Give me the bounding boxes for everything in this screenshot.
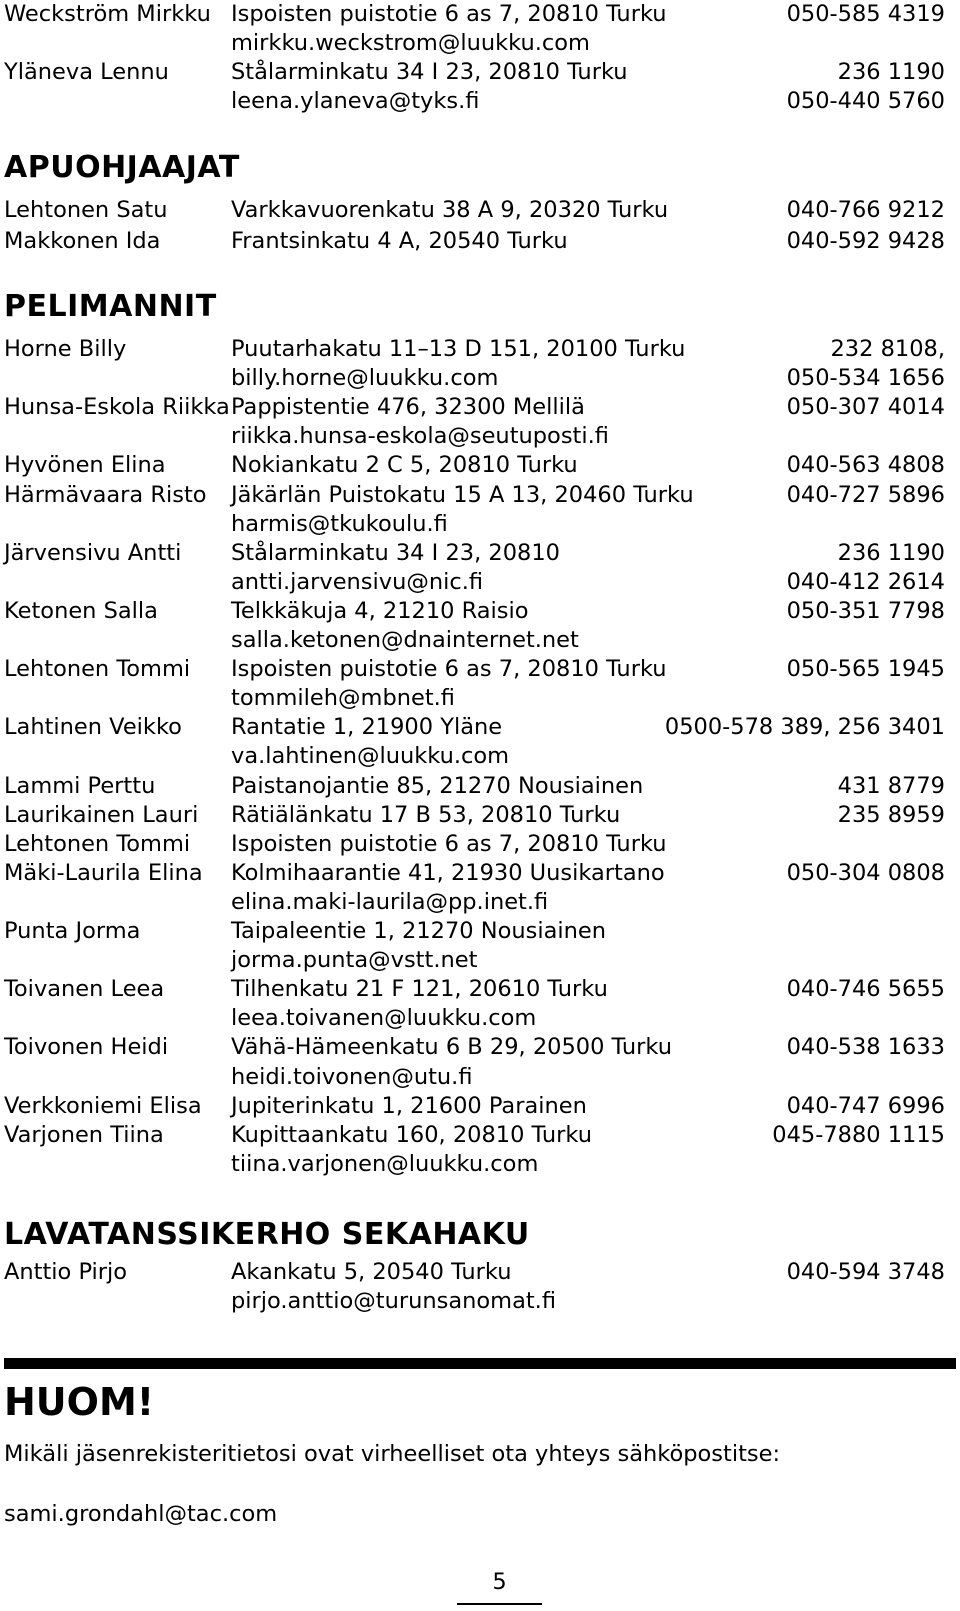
member-address: elina.maki-laurila@pp.inet.fi (231, 888, 549, 915)
member-address: Vähä-Hämeenkatu 6 B 29, 20500 Turku (231, 1034, 672, 1061)
directory-row (0, 422, 960, 451)
member-address: va.lahtinen@luukku.com (231, 743, 510, 770)
directory-row (0, 597, 960, 626)
directory-row (0, 1258, 960, 1287)
notice-text: Mikäli jäsenrekisteritietosi ovat virheelliset ota yhteys sähköpostitse: (4, 1441, 781, 1467)
member-phone: 040-538 1633 (786, 1034, 945, 1061)
directory-row (0, 888, 960, 917)
directory-row (0, 684, 960, 713)
member-address: Stålarminkatu 34 I 23, 20810 Turku (231, 59, 628, 85)
directory-row (0, 626, 960, 655)
member-address: Tilhenkatu 21 F 121, 20610 Turku (231, 976, 608, 1003)
member-address: tiina.varjonen@luukku.com (231, 1150, 539, 1177)
member-email: mirkku.weckstrom@luukku.com (231, 30, 590, 56)
directory-row (0, 227, 960, 256)
member-name: Hunsa-Eskola Riikka (4, 394, 230, 421)
member-address: Jupiterinkatu 1, 21600 Parainen (231, 1092, 587, 1119)
member-name: Lammi Perttu (4, 772, 156, 799)
member-address: Varkkavuorenkatu 38 A 9, 20320 Turku (231, 197, 669, 223)
member-name: Lehtonen Tommi (4, 656, 191, 683)
member-address: harmis@tkukoulu.fi (231, 510, 448, 537)
section-heading-pelimannit: PELIMANNIT (4, 289, 217, 324)
member-address: Taipaleentie 1, 21270 Nousiainen (231, 918, 606, 944)
member-phone: 232 8108, (830, 336, 945, 362)
member-address: Pappistentie 476, 32300 Mellilä (231, 394, 585, 421)
member-address: Ispoisten puistotie 6 as 7, 20810 Turku (231, 1, 667, 27)
member-address: Stålarminkatu 34 I 23, 20810 (231, 539, 560, 566)
member-address: riikka.hunsa-eskola@seutuposti.fi (231, 423, 609, 450)
directory-row (0, 830, 960, 859)
member-name: Makkonen Ida (4, 228, 161, 254)
member-name: Laurikainen Lauri (4, 801, 199, 828)
member-phone: 040-412 2614 (786, 568, 945, 595)
member-phone: 040-766 9212 (786, 197, 945, 223)
member-phone: 040-727 5896 (786, 481, 945, 508)
member-name: Verkkoniemi Elisa (4, 1092, 202, 1119)
member-email: pirjo.anttio@turunsanomat.fi (231, 1288, 557, 1314)
member-phone: 040-594 3748 (786, 1259, 945, 1285)
member-name: Toivanen Leea (4, 976, 165, 1003)
directory-row (0, 364, 960, 393)
member-name: Lahtinen Veikko (4, 714, 182, 741)
directory-row (0, 451, 960, 480)
directory-row (0, 1121, 960, 1150)
member-address: Kupittaankatu 160, 20810 Turku (231, 1121, 592, 1148)
contact-email: sami.grondahl@tac.com (4, 1501, 278, 1527)
member-name: Lehtonen Satu (4, 197, 168, 223)
member-phone: 236 1190 (837, 539, 945, 566)
member-phone: 050-440 5760 (786, 88, 945, 114)
member-name: Ketonen Salla (4, 597, 158, 624)
directory-row (0, 58, 960, 87)
member-phone: 045-7880 1115 (772, 1121, 945, 1148)
divider-rule (4, 1358, 956, 1369)
directory-row (0, 713, 960, 742)
member-phone: 050-565 1945 (786, 656, 945, 683)
directory-row (0, 481, 960, 510)
directory-row (0, 742, 960, 771)
member-phone: 050-307 4014 (786, 394, 945, 421)
member-phone: 040-746 5655 (786, 976, 945, 1003)
directory-row (0, 1287, 960, 1316)
member-address: Jäkärlän Puistokatu 15 A 13, 20460 Turku (231, 481, 694, 508)
member-address: Rantatie 1, 21900 Yläne (231, 714, 503, 741)
member-name: Toivonen Heidi (4, 1034, 169, 1061)
member-address: jorma.punta@vstt.net (231, 947, 478, 974)
member-name: Punta Jorma (4, 918, 141, 944)
directory-row (0, 87, 960, 116)
member-phone: 236 1190 (837, 59, 945, 85)
huom-title: HUOM! (4, 1380, 155, 1424)
directory-row (0, 196, 960, 225)
directory-row (0, 568, 960, 597)
member-address: heidi.toivonen@utu.fi (231, 1063, 473, 1090)
directory-row (0, 859, 960, 888)
directory-row (0, 772, 960, 801)
member-name: Varjonen Tiina (4, 1121, 164, 1148)
directory-row (0, 1150, 960, 1179)
section-heading-lavatanssikerho: LAVATANSSIKERHO SEKAHAKU (4, 1217, 530, 1252)
member-email: leena.ylaneva@tyks.fi (231, 88, 480, 114)
directory-row (0, 510, 960, 539)
member-address: Nokiankatu 2 C 5, 20810 Turku (231, 452, 578, 479)
member-name: Lehtonen Tommi (4, 830, 191, 857)
member-address: billy.horne@luukku.com (231, 365, 499, 392)
member-phone: 040-747 6996 (786, 1092, 945, 1119)
member-name: Härmävaara Risto (4, 481, 207, 508)
member-address: Kolmihaarantie 41, 21930 Uusikartano (231, 859, 665, 886)
member-name: Yläneva Lennu (4, 59, 169, 85)
directory-row (0, 1033, 960, 1062)
member-phone: 050-304 0808 (786, 859, 945, 886)
directory-row (0, 801, 960, 830)
member-phone: 040-592 9428 (786, 228, 945, 254)
member-name: Hyvönen Elina (4, 452, 166, 479)
section-heading-apuohjaajat: APUOHJAAJAT (4, 150, 240, 185)
member-name: Mäki-Laurila Elina (4, 859, 203, 886)
directory-row (0, 975, 960, 1004)
page-number: 5 (492, 1569, 507, 1595)
member-address: Ispoisten puistotie 6 as 7, 20810 Turku (231, 656, 667, 683)
member-address: salla.ketonen@dnainternet.net (231, 627, 579, 653)
member-address: Frantsinkatu 4 A, 20540 Turku (231, 228, 568, 254)
directory-row (0, 917, 960, 946)
member-address: tommileh@mbnet.fi (231, 685, 455, 712)
member-address: Telkkäkuja 4, 21210 Raisio (231, 597, 529, 624)
member-name: Anttio Pirjo (4, 1259, 128, 1285)
directory-row (0, 0, 960, 29)
member-phone: 050-585 4319 (786, 1, 945, 27)
directory-row (0, 655, 960, 684)
member-phone: 0500-578 389, 256 3401 (664, 714, 945, 741)
member-address: Paistanojantie 85, 21270 Nousiainen (231, 772, 644, 799)
member-name: Horne Billy (4, 336, 127, 362)
directory-row (0, 1063, 960, 1092)
member-phone: 050-534 1656 (786, 365, 945, 392)
directory-row (0, 29, 960, 58)
member-address: Ispoisten puistotie 6 as 7, 20810 Turku (231, 830, 667, 857)
member-address: Puutarhakatu 11–13 D 151, 20100 Turku (231, 336, 686, 362)
member-name: Weckström Mirkku (4, 1, 211, 27)
member-address: Rätiälänkatu 17 B 53, 20810 Turku (231, 801, 621, 828)
directory-row (0, 1092, 960, 1121)
member-address: leea.toivanen@luukku.com (231, 1005, 537, 1032)
member-address: antti.jarvensivu@nic.fi (231, 568, 484, 595)
directory-row (0, 335, 960, 364)
directory-row (0, 393, 960, 422)
page-number-underline (457, 1603, 542, 1605)
member-name: Järvensivu Antti (4, 539, 182, 566)
member-phone: 235 8959 (837, 801, 945, 828)
member-phone: 431 8779 (837, 772, 945, 799)
directory-row (0, 1004, 960, 1033)
member-phone: 040-563 4808 (786, 452, 945, 479)
member-address: Akankatu 5, 20540 Turku (231, 1259, 512, 1285)
directory-row (0, 539, 960, 568)
directory-row (0, 946, 960, 975)
member-phone: 050-351 7798 (786, 597, 945, 624)
